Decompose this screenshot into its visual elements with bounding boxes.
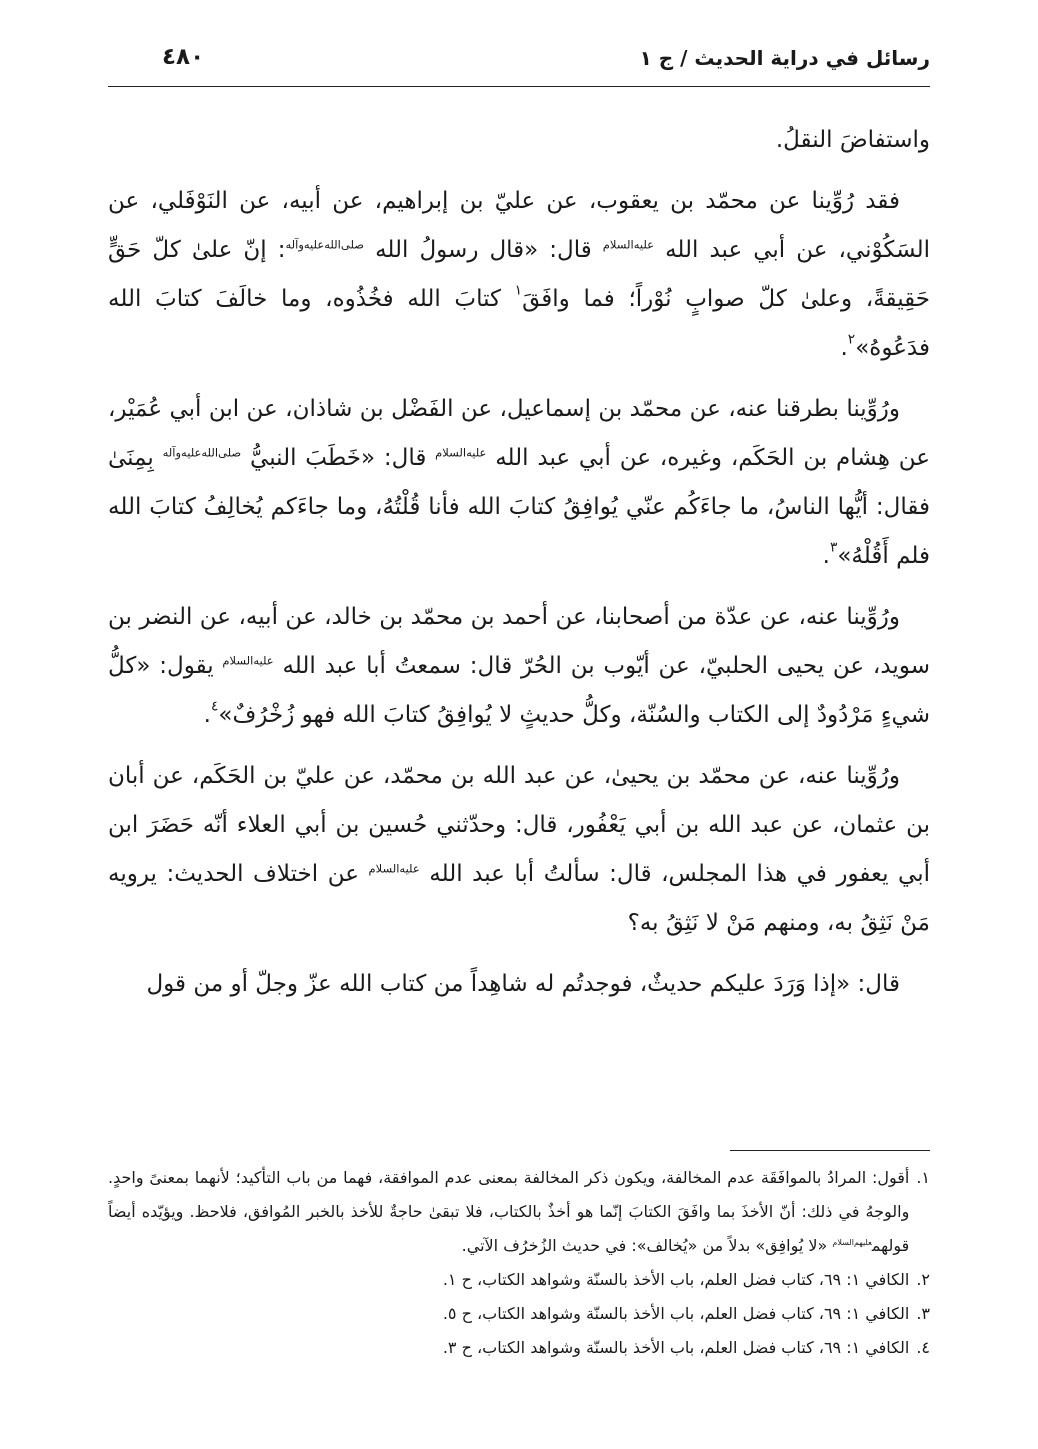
- header-rule: [108, 86, 930, 87]
- footnote-reference: ٣: [829, 539, 838, 556]
- footnote-reference: ٤: [210, 698, 219, 715]
- honorific-ligature: عليه‌السلام: [368, 861, 420, 876]
- main-text: [108, 116, 930, 1021]
- footnotes: [108, 1150, 930, 1365]
- footnote: [108, 1331, 930, 1365]
- text-run: ورُوِّينا عنه، عن محمّد بن يحيىٰ، عن عبد الله بن محمّد، عن عليّ بن الحَكَم، عن أبان بن عثمان، عن عبد الله بن أبي يَعْفُور، قال: وحدّثني حُسين بن أبي العلاء أنّه حَضَرَ ابن أبي يعفور في هذا المجلس، قال: سألتُ أبا عبد الله: [108, 763, 930, 887]
- footnote-number: ٤.: [916, 1338, 930, 1357]
- text-run: ورُوِّينا عنه، عن عدّة من أصحابنا، عن أحمد بن محمّد بن خالد، عن أبيه، عن النضر بن سويد، عن يحيى الحلبيّ، عن أيّوب بن الحُرّ قال: سمعتُ أبا عبد الله: [108, 604, 930, 679]
- text-run: قال: «إذا وَرَدَ عليكم حديثٌ، فوجدتُم له شاهِداً من كتاب الله عزّ وجلّ أو من قول: [146, 971, 900, 997]
- text-run: أقول: المرادُ بالموافَقَة عدم المخالفة، ويكون ذكر المخالفة بمعنى عدم الموافقة، فهما من باب التأكيد؛ لأنهما بمعنىً واحدٍ. والوجهُ في ذلك: أنّ الأخذَ بما وافَقَ الكتابَ إنّما هو أخذٌ بالكتاب، فلا تبقىٰ حاجةٌ للأخذ بالخبر المُوافق، فلاحظ. ويؤيّده أيضاً قولهم: [108, 1168, 910, 1255]
- footnote-text: [108, 1263, 909, 1297]
- footnote-number: ٣.: [916, 1304, 930, 1323]
- text-run: .: [203, 702, 211, 728]
- paragraph: [108, 960, 930, 1009]
- honorific-ligature: صلى‌الله‌عليه‌وآله: [162, 445, 242, 460]
- honorific-ligature: عليهم‌السلام: [832, 1238, 872, 1247]
- text-run: بِمِنَىٰ فقال: أيُّها الناسُ، ما جاءَكُم عنّي يُوافِقُ كتابَ الله فأنا قُلْتُهُ، وما جاءَكم يُخالِفُ كتابَ الله فلم أَقُلْهُ»: [108, 445, 930, 569]
- text-run: ورُوِّينا بطرقنا عنه، عن محمّد بن إسماعيل، عن الفَضْل بن شاذان، عن ابن أبي عُمَيْر، عن هِشام بن الحَكَم، وغيره، عن أبي عبد الله: [108, 396, 930, 471]
- text-run: قال: «خَطَبَ النبيُّ: [241, 445, 436, 471]
- paragraph: [108, 385, 930, 581]
- text-run: قال: «قال رسولُ الله: [364, 237, 603, 263]
- text-run: .: [840, 335, 848, 361]
- footnote-text: [108, 1297, 909, 1331]
- text-run: الكافي ١: ٦٩، كتاب فضل العلم، باب الأخذ بالسنّة وشواهد الكتاب، ح ٣.: [442, 1338, 910, 1357]
- honorific-ligature: عليه‌السلام: [602, 237, 655, 252]
- text-run: .: [822, 543, 830, 569]
- page-number: ٤٨٠: [162, 44, 205, 70]
- footnote-number: ٢.: [916, 1270, 930, 1289]
- text-run: : إنّ علىٰ كلّ حَقٍّ حَقِيقةً، وعلىٰ كلّ صوابٍ نُوْراً؛ فما وافَقَ: [108, 237, 930, 312]
- text-run: كتابَ الله فخُذُوه، وما خالَفَ كتابَ الله فدَعُوهُ»: [108, 286, 930, 361]
- honorific-ligature: عليه‌السلام: [222, 653, 274, 668]
- paragraph: [108, 752, 930, 948]
- running-header: [108, 44, 930, 80]
- footnote-separator: [730, 1150, 930, 1151]
- text-run: الكافي ١: ٦٩، كتاب فضل العلم، باب الأخذ بالسنّة وشواهد الكتاب، ح ١.: [442, 1270, 910, 1289]
- honorific-ligature: صلى‌الله‌عليه‌وآله: [285, 237, 365, 252]
- page-content: [108, 116, 930, 1365]
- text-run: الكافي ١: ٦٩، كتاب فضل العلم، باب الأخذ بالسنّة وشواهد الكتاب، ح ٥.: [442, 1304, 910, 1323]
- honorific-ligature: عليه‌السلام: [435, 445, 487, 460]
- footnote-text: [108, 1331, 909, 1365]
- text-run: فقد رُوِّينا عن محمّد بن يعقوب، عن عليّ بن إبراهيم، عن أبيه، عن النَوْفَلي، عن السَكُوْني، عن أبي عبد الله: [108, 188, 930, 263]
- footnote: [108, 1263, 930, 1297]
- footnote-number: ١.: [916, 1168, 930, 1187]
- running-title: رسائل في دراية الحديث / ج ١: [639, 46, 930, 70]
- footnote-reference: ١: [514, 282, 523, 299]
- paragraph: [108, 177, 930, 373]
- paragraph: [108, 116, 930, 165]
- text-run: «لا يُوافِق» بدلاً من «يُخالف»: في حديث الزُخرُف الآتي.: [461, 1236, 833, 1255]
- text-run: واستفاضَ النقلُ.: [775, 127, 930, 153]
- footnote-text: [108, 1161, 909, 1263]
- paragraph: [108, 593, 930, 740]
- footnote: [108, 1297, 930, 1331]
- footnote: [108, 1161, 930, 1263]
- text-run: يقول: «كلُّ شيءٍ مَرْدُودٌ إلى الكتاب والسُنّة، وكلُّ حديثٍ لا يُوافِقُ كتابَ الله فهو زُخْرُفٌ»: [108, 653, 930, 728]
- footnote-reference: ٢: [847, 331, 856, 348]
- text-run: عن اختلاف الحديث: يرويه مَنْ نَثِقُ به، ومنهم مَنْ لا نَثِقُ به؟: [108, 861, 930, 936]
